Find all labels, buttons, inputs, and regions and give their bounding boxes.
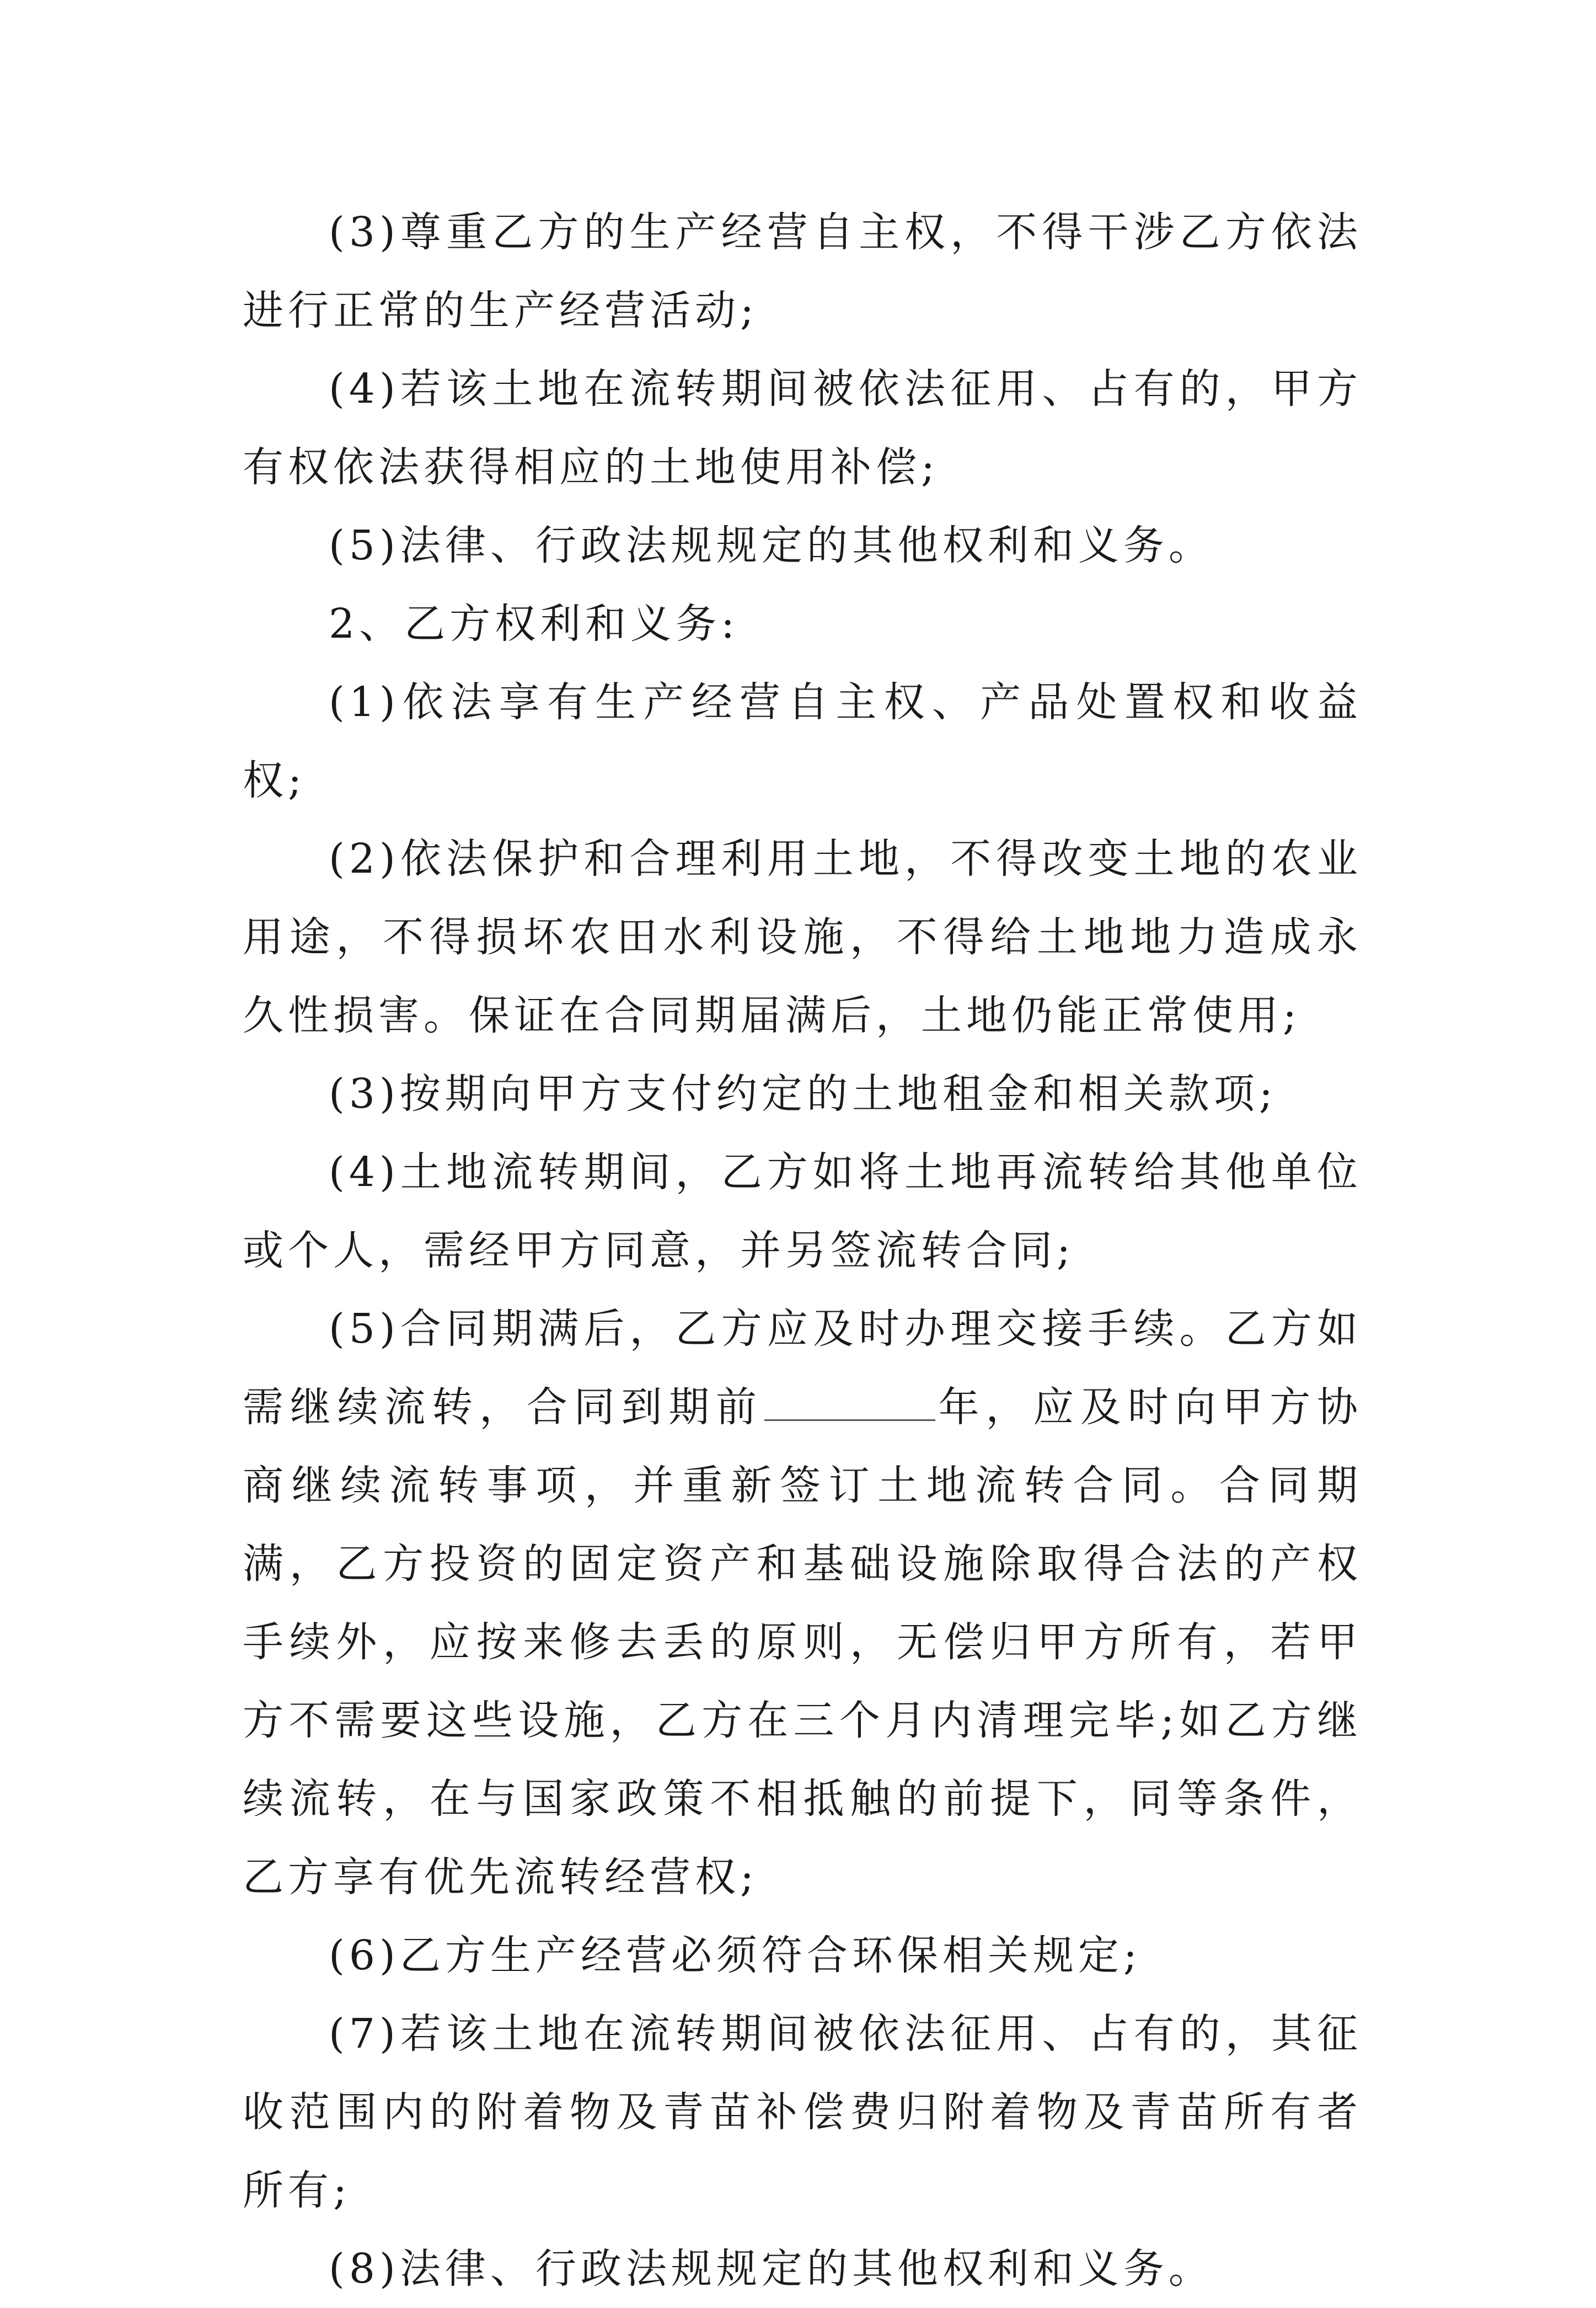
section-heading-party-b: 2、乙方权利和义务: (329, 600, 740, 648)
contract-text-block (243, 193, 1362, 2308)
clause-party-b-8: (8)法律、行政法规规定的其他权利和义务。 (329, 2245, 1214, 2293)
fill-in-blank-years[interactable] (764, 1385, 935, 1421)
clause-party-b-5-end: 年，应及时向甲方协商继续流转事项，并重新签订土地流转合同。合同期满，乙方投资的固定资产和基础设施除取得合法的产权手续外，应按来修去丢的原则，无偿归甲方所有，若甲方不需要这些设施，乙方在三个月内清理完毕;如乙方继续流转，在与国家政策不相抵触的前提下，同等条件，乙方享有优先流转经营权; (243, 1383, 1363, 1901)
clause-party-b-7: (7)若该土地在流转期间被依法征用、占有的，其征收范围内的附着物及青苗补偿费归附着物及青苗所有者所有; (243, 2010, 1362, 2214)
clause-party-b-2: (2)依法保护和合理利用土地，不得改变土地的农业用途，不得损坏农田水利设施，不得给土地地力造成永久性损害。保证在合同期届满后，土地仍能正常使用; (243, 835, 1362, 1039)
clause-party-b-6: (6)乙方生产经营必须符合环保相关规定; (329, 1932, 1142, 1979)
clause-party-b-1: (1)依法享有生产经营自主权、产品处置权和收益权; (243, 678, 1362, 804)
clause-party-b-3: (3)按期向甲方支付约定的土地租金和相关款项; (329, 1070, 1277, 1118)
clause-party-b-5 (243, 1290, 1362, 1916)
clause-party-b-5-start: (5)合同期满后，乙方应及时办理交接手续。乙方如需继续流转，合同到期前 (243, 1305, 1362, 1431)
clause-party-a-4: (4)若该土地在流转期间被依法征用、占有的，甲方有权依法获得相应的土地使用补偿; (243, 365, 1362, 491)
clause-party-a-5: (5)法律、行政法规规定的其他权利和义务。 (329, 522, 1214, 569)
clause-party-a-3: (3)尊重乙方的生产经营自主权，不得干涉乙方依法进行正常的生产经营活动; (243, 209, 1362, 334)
clause-party-b-4: (4)土地流转期间，乙方如将土地再流转给其他单位或个人，需经甲方同意，并另签流转合同; (243, 1148, 1362, 1274)
